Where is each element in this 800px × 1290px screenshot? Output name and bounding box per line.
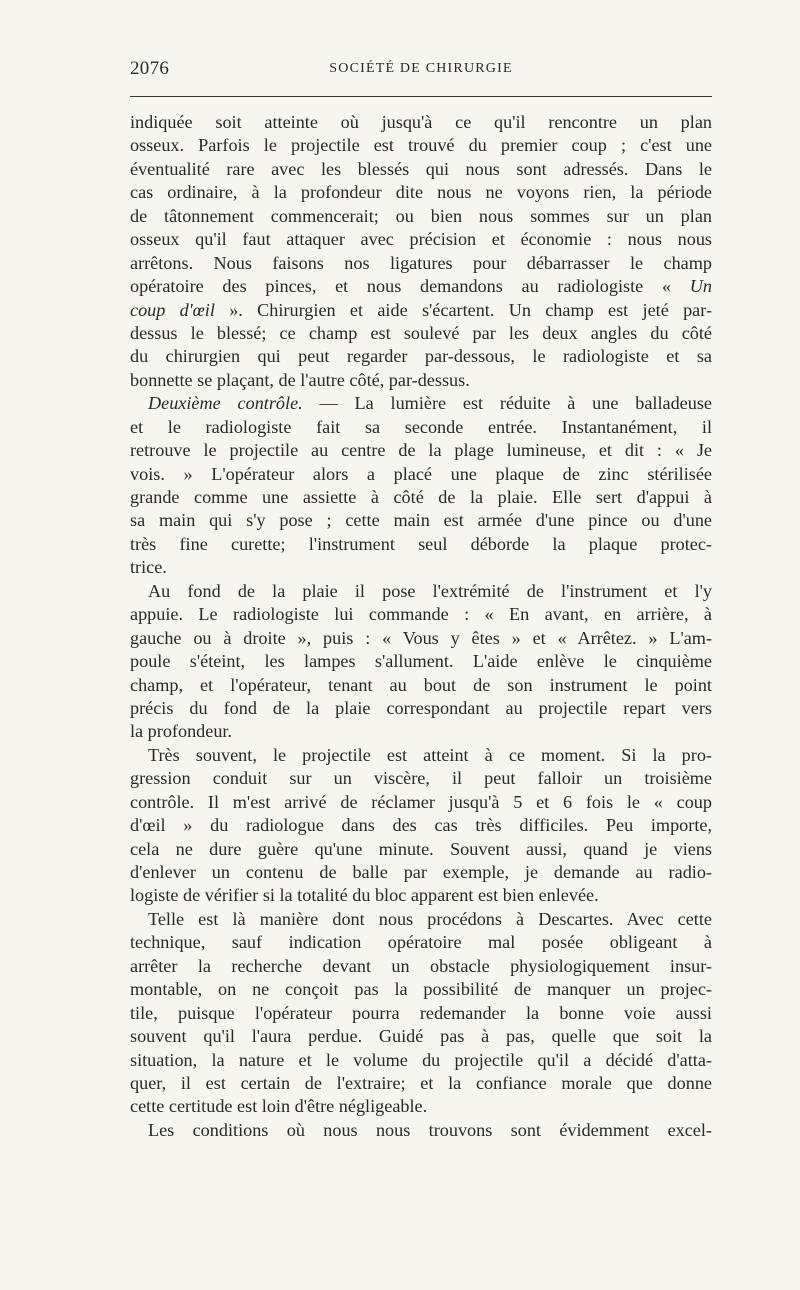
text-segment: quer, il est certain de l'extraire; et la confiance morale que donne — [130, 1072, 712, 1093]
text-segment: trice. — [130, 557, 167, 578]
text-line — [130, 908, 712, 931]
text-line — [130, 838, 712, 861]
text-segment: sa main qui s'y pose ; cette main est armée d'une pince ou d'une — [130, 510, 712, 531]
text-line — [130, 228, 712, 251]
text-segment: éventualité rare avec les blessés qui nous sont adressés. Dans le — [130, 158, 712, 179]
text-line — [130, 1002, 712, 1025]
text-line — [130, 1049, 712, 1072]
text-segment: Très souvent, le projectile est atteint à ce moment. Si la pro- — [148, 744, 712, 765]
text-line — [130, 884, 712, 907]
text-line — [130, 416, 712, 439]
text-line — [130, 392, 712, 415]
text-segment: gauche ou à droite », puis : « Vous y êtes » et « Arrêtez. » L'am- — [130, 627, 712, 648]
running-head: SOCIÉTÉ DE CHIRURGIE — [329, 61, 513, 76]
text-segment: du chirurgien qui peut regarder par-dessous, le radiologiste et sa — [130, 346, 712, 367]
text-line — [130, 627, 712, 650]
text-line — [130, 345, 712, 368]
text-segment: contrôle. Il m'est arrivé de réclamer jusqu'à 5 et 6 fois le « coup — [130, 791, 712, 812]
text-segment: technique, sauf indication opératoire mal posée obligeant à — [130, 932, 712, 953]
text-segment: indiquée soit atteinte où jusqu'à ce qu'il rencontre un plan — [130, 112, 712, 132]
header-rule — [130, 96, 712, 97]
text-segment: arrêter la recherche devant un obstacle physiologiquement insur- — [130, 955, 712, 976]
text-line — [130, 1072, 712, 1095]
text-segment: vois. » L'opérateur alors a placé une plaque de zinc stérilisée — [130, 463, 712, 484]
text-segment: de tâtonnement commencerait; ou bien nous sommes sur un plan — [130, 205, 712, 226]
text-line — [130, 509, 712, 532]
text-segment: osseux qu'il faut attaquer avec précision et économie : nous nous — [130, 229, 712, 250]
text-segment: montable, on ne conçoit pas la possibilité de manquer un projec- — [130, 979, 712, 1000]
text-line — [130, 111, 712, 134]
text-line — [130, 252, 712, 275]
text-line — [130, 650, 712, 673]
text-line — [130, 439, 712, 462]
italic-text-segment: Un — [689, 276, 712, 297]
text-segment: et le radiologiste fait sa seconde entrée. Instantanément, il — [130, 416, 712, 437]
text-line — [130, 955, 712, 978]
text-line — [130, 978, 712, 1001]
text-segment: Les conditions où nous nous trouvons sont évidemment excel- — [148, 1119, 712, 1140]
text-line — [130, 1025, 712, 1048]
text-line — [130, 720, 712, 743]
text-segment: poule s'éteint, les lampes s'allument. L'aide enlève le cinquième — [130, 651, 712, 672]
text-line — [130, 533, 712, 556]
text-segment: retrouve le projectile au centre de la plage lumineuse, et dit : « Je — [130, 440, 712, 461]
text-segment: grande comme une assiette à côté de la plaie. Elle sert d'appui à — [130, 487, 712, 507]
text-line — [130, 205, 712, 228]
page-number: 2076 — [130, 58, 170, 79]
text-segment: situation, la nature et le volume du projectile qu'il a décidé d'atta- — [130, 1049, 712, 1070]
text-line — [130, 1095, 712, 1118]
text-segment: dessus le blessé; ce champ est soulevé par les deux angles du côté — [130, 322, 712, 343]
page-header — [130, 58, 712, 92]
text-segment: osseux. Parfois le projectile est trouvé du premier coup ; c'est une — [130, 135, 712, 156]
text-line — [130, 158, 712, 181]
text-segment: Au fond de la plaie il pose l'extrémité de l'instrument et l'y — [148, 580, 712, 601]
text-line — [130, 181, 712, 204]
text-line — [130, 744, 712, 767]
text-segment: d'enlever un contenu de balle par exemple, je demande au radio- — [130, 862, 712, 882]
text-segment: cela ne dure guère qu'une minute. Souvent aussi, quand je viens — [130, 838, 712, 859]
text-segment: cette certitude est loin d'être négligeable. — [130, 1096, 428, 1117]
text-line — [130, 1119, 712, 1142]
text-line — [130, 322, 712, 345]
text-line — [130, 580, 712, 603]
text-line — [130, 556, 712, 579]
text-line — [130, 134, 712, 157]
text-line — [130, 767, 712, 790]
italic-text-segment: coup d'œil — [130, 299, 215, 320]
text-segment: logiste de vérifier si la totalité du bloc apparent est bien enlevée. — [130, 885, 599, 906]
text-segment: très fine curette; l'instrument seul déborde la plaque protec- — [130, 533, 712, 554]
text-line — [130, 486, 712, 509]
text-line — [130, 697, 712, 720]
text-segment: cas ordinaire, à la profondeur dite nous ne voyons rien, la période — [130, 182, 712, 203]
text-segment: bonnette se plaçant, de l'autre côté, par-dessus. — [130, 369, 470, 390]
text-segment: appuie. Le radiologiste lui commande : « En avant, en arrière, à — [130, 604, 712, 625]
text-segment: ». Chirurgien et aide s'écartent. Un champ est jeté par- — [214, 299, 712, 320]
text-line — [130, 931, 712, 954]
text-line — [130, 674, 712, 697]
text-line — [130, 861, 712, 884]
text-line — [130, 603, 712, 626]
text-line — [130, 275, 712, 298]
text-line — [130, 299, 712, 322]
text-line — [130, 369, 712, 392]
text-line — [130, 814, 712, 837]
text-segment: la profondeur. — [130, 721, 233, 742]
text-line — [130, 791, 712, 814]
text-segment: champ, et l'opérateur, tenant au bout de son instrument le point — [130, 674, 712, 695]
text-segment: — La lumière est réduite à une balladeuse — [302, 393, 712, 414]
text-segment: d'œil » du radiologue dans des cas très difficiles. Peu importe, — [130, 815, 712, 836]
text-segment: Telle est là manière dont nous procédons à Descartes. Avec cette — [148, 908, 712, 929]
text-segment: précis du fond de la plaie correspondant au projectile repart vers — [130, 697, 712, 718]
text-segment: arrêtons. Nous faisons nos ligatures pour débarrasser le champ — [130, 252, 712, 273]
italic-text-segment: Deuxième contrôle. — [148, 393, 303, 414]
text-segment: tile, puisque l'opérateur pourra redemander la bonne voie aussi — [130, 1002, 712, 1023]
text-segment: opératoire des pinces, et nous demandons au radiologiste « — [130, 276, 690, 297]
text-line — [130, 463, 712, 486]
text-segment: gression conduit sur un viscère, il peut falloir un troisième — [130, 768, 712, 789]
body-text — [130, 111, 712, 1142]
text-segment: souvent qu'il l'aura perdue. Guidé pas à pas, quelle que soit la — [130, 1026, 712, 1047]
